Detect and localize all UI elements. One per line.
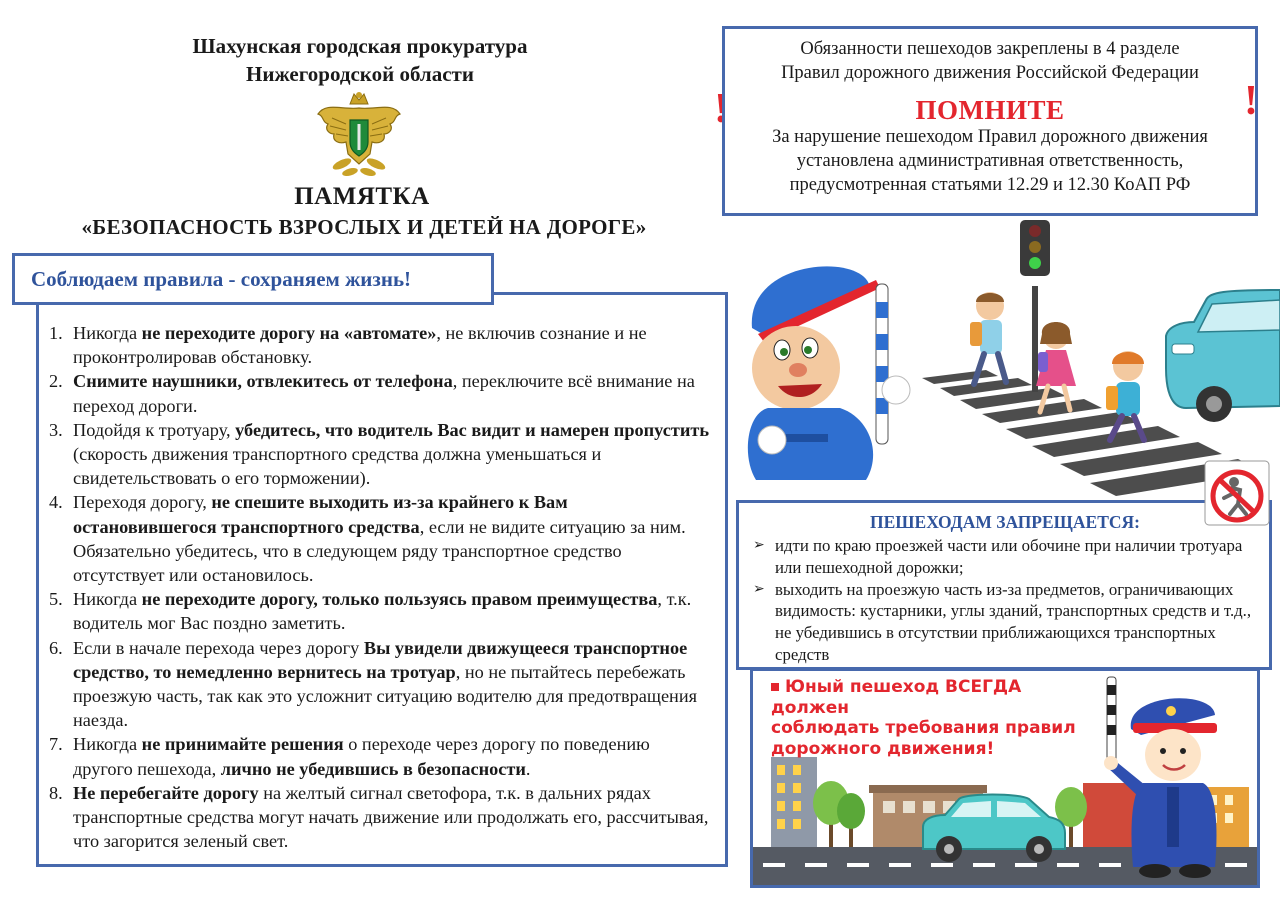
pedestrian-girl-icon [1036,322,1076,412]
rule-item [49,636,713,733]
organization-line-2: Нижегородской области [246,62,474,86]
rule-fragment: о переходе через дорогу по поведению другого пешехода, [73,734,650,779]
rule-fragment: , т.к. водитель мог Вас поздно заметить. [73,589,692,634]
exclamation-left-icon: ! [714,86,728,132]
prohibition-text: выходить на проезжую часть из-за предметов, ограничивающих видимость: кустарники, углы зданий, транспортных средств и т.д., не убедившись в отсутствии приближающихся транспортных средств [775,579,1252,664]
duties-box [722,26,1258,216]
prohibitions-box [736,500,1272,670]
organization-line-1: Шахунская городская прокуратура [192,34,528,58]
rule-fragment: Никогда [73,734,142,755]
rule-item [49,321,713,369]
rule-item [49,781,713,854]
prohibitions-heading: ПЕШЕХОДАМ ЗАПРЕЩАЕТСЯ: [870,512,1140,532]
rule-fragment: , переключите всё внимание на переход дороги. [73,371,695,416]
arrow-bullet-icon: ➢ [753,580,765,597]
rule-fragment: (скорость движения транспортного средства должна уменьшаться и свидетельствовать о его торможении). [73,444,602,489]
rule-item [49,369,713,417]
crosswalk-illustration [736,218,1280,500]
rule-emphasis: не спешите выходить из-за крайнего к Вам остановившегося транспортного средства [73,492,568,537]
rule-item [49,732,713,780]
rule-item [49,587,713,635]
prohibitions-list [753,535,1257,666]
duties-line-1: Обязанности пешеходов закреплены в 4 разделе [800,39,1180,59]
rule-emphasis: лично не убедившись в безопасности [220,758,526,779]
rule-text [73,418,713,491]
car-icon [1166,290,1280,422]
traffic-baton-icon [876,284,888,444]
traffic-baton-icon [1107,677,1116,763]
rule-emphasis: не переходите дорогу на «автомате» [141,323,437,343]
rule-fragment: Переходя дорогу, [73,492,212,513]
rule-number: 6. [49,637,63,658]
rule-text [73,636,713,733]
duties-line-2: Правил дорожного движения Российской Федерации [781,63,1199,83]
rule-fragment: Подойдя к тротуару, [73,419,236,440]
emblem-crown [350,92,368,104]
rule-fragment: Никогда [73,589,142,610]
rule-emphasis: Вы увидели движущееся транспортное средство, то немедленно вернитесь на тротуар [73,637,688,682]
rule-text [73,490,713,587]
rule-text [73,369,713,417]
remember-heading: ПОМНИТЕ [915,95,1065,125]
no-pedestrians-sign-icon [1204,460,1270,526]
rule-fragment: , если не видите ситуацию за ним. Обязательно убедитесь, что в следующем ряду транспортное средство отсутствует или остановилось. [73,516,686,586]
rule-emphasis: убедитесь, что водитель Вас видит и намерен пропустить [235,419,710,440]
rule-number: 2. [49,371,63,392]
rules-box [36,292,728,867]
prohibition-text: идти по краю проезжей части или обочине при наличии тротуара или пешеходной дорожки; [775,536,1243,577]
prohibition-item [753,535,1257,579]
rule-emphasis: Снимите наушники, отвлекитесь от телефона [73,371,453,392]
poster-line-1: Юный пешеход ВСЕГДА должен [771,677,1022,718]
rule-text [73,732,713,780]
duties-line-4: установлена административная ответственность, [796,151,1184,171]
prosecutor-emblem-icon [312,90,406,182]
rule-number: 5. [49,589,63,610]
slogan-text: Соблюдаем правила - сохраняем жизнь! [31,266,412,291]
rule-fragment: , не включив сознание и не проконтролировав обстановку. [73,323,647,368]
rules-list [49,321,713,853]
rule-fragment: на желтый сигнал светофора, т.к. в дальних рядах транспортные средства могут начать движение или продолжать его, рассчитывая, что загорится зеленый свет. [73,782,709,852]
rule-emphasis: не переходите дорогу, только пользуясь правом преимущества [141,589,658,610]
rule-fragment: Если в начале перехода через дорогу [73,637,364,658]
pedestrian-boy-icon [970,292,1006,384]
rule-emphasis: не принимайте решения [141,734,344,755]
rule-fragment: Никогда [73,323,142,343]
duties-line-5: предусмотренная статьями 12.29 и 12.30 КоАП РФ [789,175,1191,195]
rule-number: 8. [49,782,63,803]
rule-text [73,321,713,369]
rule-fragment: . [525,758,531,779]
rule-number: 7. [49,734,63,755]
rule-number: 3. [49,419,63,440]
rule-fragment: , но не пытайтесь перебежать проезжую часть, так как это усложнит ситуацию водителю для предотвращения наезда. [73,661,698,731]
poster-line-3: дорожного движения! [771,738,995,759]
memo-subtitle: «БЕЗОПАСНОСТЬ ВЗРОСЛЫХ И ДЕТЕЙ НА ДОРОГЕ» [81,215,647,239]
young-pedestrian-poster [750,668,1260,888]
memo-title: ПАМЯТКА [294,183,430,210]
arrow-bullet-icon: ➢ [753,537,765,553]
exclamation-right-icon: ! [1244,78,1258,124]
rule-text [73,781,713,854]
rule-number: 4. [49,492,63,513]
prohibition-item [753,579,1257,666]
square-bullet-icon [771,683,779,691]
poster-caption [771,677,1101,759]
duties-line-3: За нарушение пешеходом Правил дорожного движения [772,127,1208,147]
organization-name [120,32,600,88]
rule-item [49,418,713,491]
poster-line-2: соблюдать требования правил [771,718,1076,738]
rule-item [49,490,713,587]
slogan-box [12,253,494,305]
traffic-inspector-character-icon [748,266,910,480]
rule-number: 1. [49,323,63,343]
rule-text [73,587,713,635]
rule-emphasis: Не перебегайте дорогу [73,782,259,803]
pedestrian-child-icon [1106,351,1144,440]
